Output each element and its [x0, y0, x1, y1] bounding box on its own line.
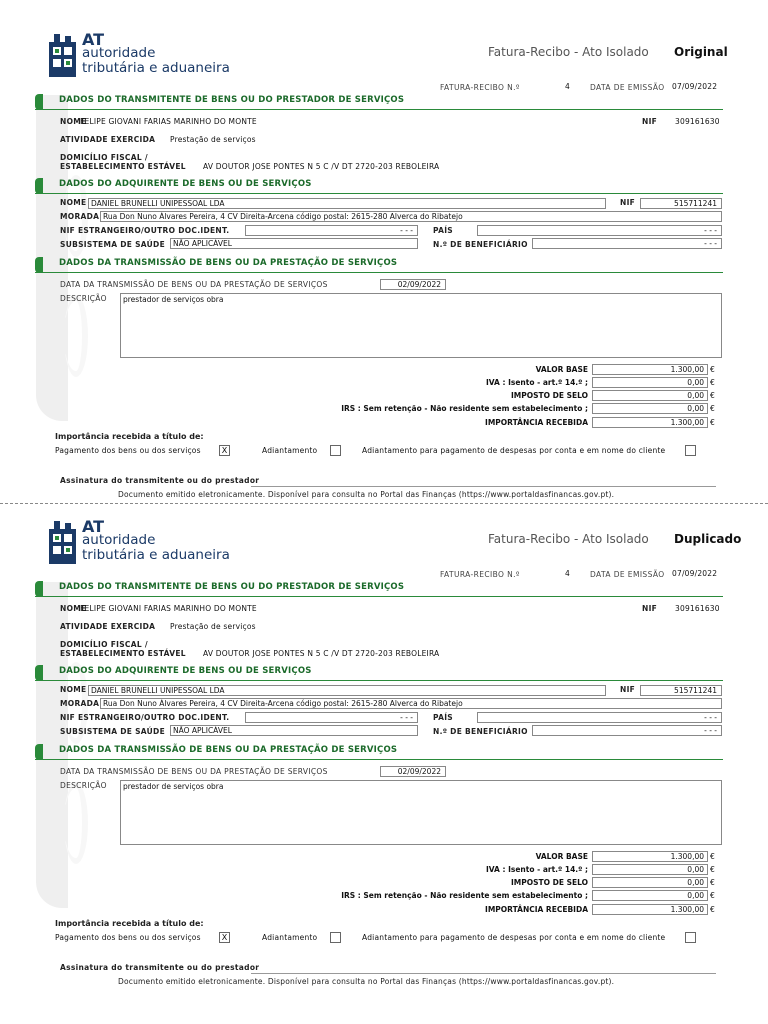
signature-line — [251, 973, 716, 974]
stamp-value: 0,00 — [592, 877, 708, 888]
buyer-beneficiary-field: - - - — [532, 238, 722, 249]
issue-date-label: DATA DE EMISSÃO — [590, 83, 665, 92]
payment-option-advance-label: Adiantamento — [262, 933, 318, 942]
cut-line — [0, 503, 768, 504]
irs-value: 0,00 — [592, 403, 708, 414]
at-logo-icon — [49, 34, 76, 77]
description-label: DESCRIÇÃO — [60, 781, 107, 790]
signature-label: Assinatura do transmitente ou do prestador — [60, 476, 260, 485]
invoice-number: 4 — [565, 569, 570, 578]
document-type: Fatura-Recibo - Ato Isolado — [488, 532, 649, 546]
currency-symbol: € — [710, 404, 715, 413]
seller-nif-label: NIF — [642, 117, 658, 126]
description-field: prestador de serviços obra — [120, 293, 722, 358]
signature-label: Assinatura do transmitente ou do prestador — [60, 963, 260, 972]
seller-name-label: NOME — [60, 117, 87, 126]
logo-line-1: autoridade — [82, 532, 156, 548]
payment-title: Importância recebida a título de: — [55, 919, 204, 928]
footer-note: Documento emitido eletronicamente. Disponível para consulta no Portal das Finanças (https://www.portaldasfinancas.gov.pt). — [118, 490, 615, 499]
invoice-number: 4 — [565, 82, 570, 91]
seller-nif: 309161630 — [675, 604, 720, 613]
description-field: prestador de serviços obra — [120, 780, 722, 845]
iva-value: 0,00 — [592, 864, 708, 875]
section-buyer — [35, 178, 723, 194]
base-label: VALOR BASE — [535, 852, 588, 861]
buyer-health-field: NÃO APLICÁVEL — [170, 238, 418, 249]
payment-option-advance-checkbox[interactable] — [330, 932, 341, 943]
buyer-address-field: Rua Don Nuno Álvares Pereira, 4 CV Direita-Arcena código postal: 2615-280 Alverca do Ribatejo — [100, 211, 722, 222]
irs-label: IRS : Sem retenção - Não residente sem estabelecimento ; — [341, 404, 588, 413]
buyer-foreign-nif-field: - - - — [245, 225, 418, 236]
buyer-foreign-nif-label: NIF ESTRANGEIRO/OUTRO DOC.IDENT. — [60, 713, 230, 722]
iva-label: IVA : Isento - art.º 14.º ; — [485, 378, 588, 387]
buyer-health-label: SUBSISTEMA DE SAÚDE — [60, 727, 165, 736]
received-label: IMPORTÂNCIA RECEBIDA — [485, 905, 588, 914]
buyer-name-label: NOME — [60, 685, 87, 694]
payment-option-expenses-label: Adiantamento para pagamento de despesas por conta e em nome do cliente — [362, 446, 666, 455]
currency-symbol: € — [710, 378, 715, 387]
section-transaction — [35, 257, 723, 273]
seller-address: AV DOUTOR JOSE PONTES N 5 C /V DT 2720-203 REBOLEIRA — [203, 162, 440, 171]
section-seller — [35, 94, 723, 110]
payment-option-expenses-checkbox[interactable] — [685, 445, 696, 456]
irs-label: IRS : Sem retenção - Não residente sem estabelecimento ; — [341, 891, 588, 900]
payment-option-goods-label: Pagamento dos bens ou dos serviços — [55, 446, 201, 455]
received-value: 1.300,00 — [592, 904, 708, 915]
transaction-date-field: 02/09/2022 — [380, 766, 446, 777]
buyer-address-label: MORADA — [60, 212, 100, 221]
received-label: IMPORTÂNCIA RECEBIDA — [485, 418, 588, 427]
section-transaction-title: DADOS DA TRANSMISSÃO DE BENS OU DA PRESTAÇÃO DE SERVIÇOS — [59, 258, 398, 268]
currency-symbol: € — [710, 905, 715, 914]
invoice-copy-0 — [0, 0, 768, 500]
issue-date: 07/09/2022 — [672, 82, 718, 91]
seller-name: FELIPE GIOVANI FARIAS MARINHO DO MONTE — [80, 117, 257, 126]
buyer-country-field: - - - — [477, 712, 722, 723]
currency-symbol: € — [710, 865, 715, 874]
seller-nif: 309161630 — [675, 117, 720, 126]
copy-label: Duplicado — [674, 532, 742, 546]
seller-address-label-2: ESTABELECIMENTO ESTÁVEL — [60, 649, 186, 658]
payment-option-goods-label: Pagamento dos bens ou dos serviços — [55, 933, 201, 942]
buyer-country-field: - - - — [477, 225, 722, 236]
section-buyer — [35, 665, 723, 681]
currency-symbol: € — [710, 418, 715, 427]
buyer-nif-label: NIF — [620, 685, 636, 694]
payment-option-goods-checkbox[interactable]: X — [219, 445, 230, 456]
section-seller-title: DADOS DO TRANSMITENTE DE BENS OU DO PRESTADOR DE SERVIÇOS — [59, 95, 405, 105]
section-buyer-title: DADOS DO ADQUIRENTE DE BENS OU DE SERVIÇOS — [59, 179, 312, 189]
buyer-foreign-nif-field: - - - — [245, 712, 418, 723]
received-value: 1.300,00 — [592, 417, 708, 428]
buyer-health-label: SUBSISTEMA DE SAÚDE — [60, 240, 165, 249]
section-transaction — [35, 744, 723, 760]
payment-option-expenses-checkbox[interactable] — [685, 932, 696, 943]
buyer-beneficiary-label: N.º DE BENEFICIÁRIO — [433, 727, 528, 736]
seller-name-label: NOME — [60, 604, 87, 613]
currency-symbol: € — [710, 878, 715, 887]
seller-address-label-2: ESTABELECIMENTO ESTÁVEL — [60, 162, 186, 171]
buyer-country-label: PAÍS — [433, 713, 454, 722]
currency-symbol: € — [710, 891, 715, 900]
seller-nif-label: NIF — [642, 604, 658, 613]
seller-activity-label: ATIVIDADE EXERCIDA — [60, 622, 156, 631]
logo-at: AT — [82, 30, 105, 49]
logo-line-2: tributária e aduaneira — [82, 60, 230, 76]
invoice-copy-1 — [0, 487, 768, 987]
issue-date-label: DATA DE EMISSÃO — [590, 570, 665, 579]
issue-date: 07/09/2022 — [672, 569, 718, 578]
seller-name: FELIPE GIOVANI FARIAS MARINHO DO MONTE — [80, 604, 257, 613]
seller-activity: Prestação de serviços — [170, 135, 256, 144]
payment-title: Importância recebida a título de: — [55, 432, 204, 441]
transaction-date-field: 02/09/2022 — [380, 279, 446, 290]
seller-address: AV DOUTOR JOSE PONTES N 5 C /V DT 2720-203 REBOLEIRA — [203, 649, 440, 658]
base-value: 1.300,00 — [592, 851, 708, 862]
section-transaction-title: DADOS DA TRANSMISSÃO DE BENS OU DA PRESTAÇÃO DE SERVIÇOS — [59, 745, 398, 755]
buyer-nif-field: 515711241 — [640, 198, 722, 209]
invoice-number-label: FATURA-RECIBO N.º — [440, 83, 520, 92]
buyer-beneficiary-label: N.º DE BENEFICIÁRIO — [433, 240, 528, 249]
buyer-foreign-nif-label: NIF ESTRANGEIRO/OUTRO DOC.IDENT. — [60, 226, 230, 235]
section-seller-title: DADOS DO TRANSMITENTE DE BENS OU DO PRESTADOR DE SERVIÇOS — [59, 582, 405, 592]
currency-symbol: € — [710, 365, 715, 374]
seller-activity: Prestação de serviços — [170, 622, 256, 631]
stamp-label: IMPOSTO DE SELO — [510, 391, 588, 400]
transaction-date-label: DATA DA TRANSMISSÃO DE BENS OU DA PRESTAÇÃO DE SERVIÇOS — [60, 280, 328, 289]
buyer-name-field: DANIEL BRUNELLI UNIPESSOAL LDA — [88, 685, 606, 696]
buyer-health-field: NÃO APLICÁVEL — [170, 725, 418, 736]
buyer-address-field: Rua Don Nuno Álvares Pereira, 4 CV Direita-Arcena código postal: 2615-280 Alverca do Ribatejo — [100, 698, 722, 709]
payment-option-advance-checkbox[interactable] — [330, 445, 341, 456]
logo-line-1: autoridade — [82, 45, 156, 61]
buyer-address-label: MORADA — [60, 699, 100, 708]
copy-label: Original — [674, 45, 728, 59]
payment-option-goods-checkbox[interactable]: X — [219, 932, 230, 943]
logo-at: AT — [82, 517, 105, 536]
buyer-country-label: PAÍS — [433, 226, 454, 235]
buyer-beneficiary-field: - - - — [532, 725, 722, 736]
irs-value: 0,00 — [592, 890, 708, 901]
seller-activity-label: ATIVIDADE EXERCIDA — [60, 135, 156, 144]
currency-symbol: € — [710, 391, 715, 400]
stamp-value: 0,00 — [592, 390, 708, 401]
iva-value: 0,00 — [592, 377, 708, 388]
seller-address-label-1: DOMICÍLIO FISCAL / — [60, 640, 148, 649]
document-type: Fatura-Recibo - Ato Isolado — [488, 45, 649, 59]
buyer-nif-label: NIF — [620, 198, 636, 207]
description-label: DESCRIÇÃO — [60, 294, 107, 303]
currency-symbol: € — [710, 852, 715, 861]
logo-line-2: tributária e aduaneira — [82, 547, 230, 563]
buyer-name-label: NOME — [60, 198, 87, 207]
stamp-label: IMPOSTO DE SELO — [510, 878, 588, 887]
base-value: 1.300,00 — [592, 364, 708, 375]
at-logo-icon — [49, 521, 76, 564]
section-buyer-title: DADOS DO ADQUIRENTE DE BENS OU DE SERVIÇOS — [59, 666, 312, 676]
transaction-date-label: DATA DA TRANSMISSÃO DE BENS OU DA PRESTAÇÃO DE SERVIÇOS — [60, 767, 328, 776]
base-label: VALOR BASE — [535, 365, 588, 374]
buyer-name-field: DANIEL BRUNELLI UNIPESSOAL LDA — [88, 198, 606, 209]
invoice-number-label: FATURA-RECIBO N.º — [440, 570, 520, 579]
payment-option-advance-label: Adiantamento — [262, 446, 318, 455]
payment-option-expenses-label: Adiantamento para pagamento de despesas por conta e em nome do cliente — [362, 933, 666, 942]
section-seller — [35, 581, 723, 597]
footer-note: Documento emitido eletronicamente. Disponível para consulta no Portal das Finanças (https://www.portaldasfinancas.gov.pt). — [118, 977, 615, 986]
buyer-nif-field: 515711241 — [640, 685, 722, 696]
iva-label: IVA : Isento - art.º 14.º ; — [485, 865, 588, 874]
seller-address-label-1: DOMICÍLIO FISCAL / — [60, 153, 148, 162]
